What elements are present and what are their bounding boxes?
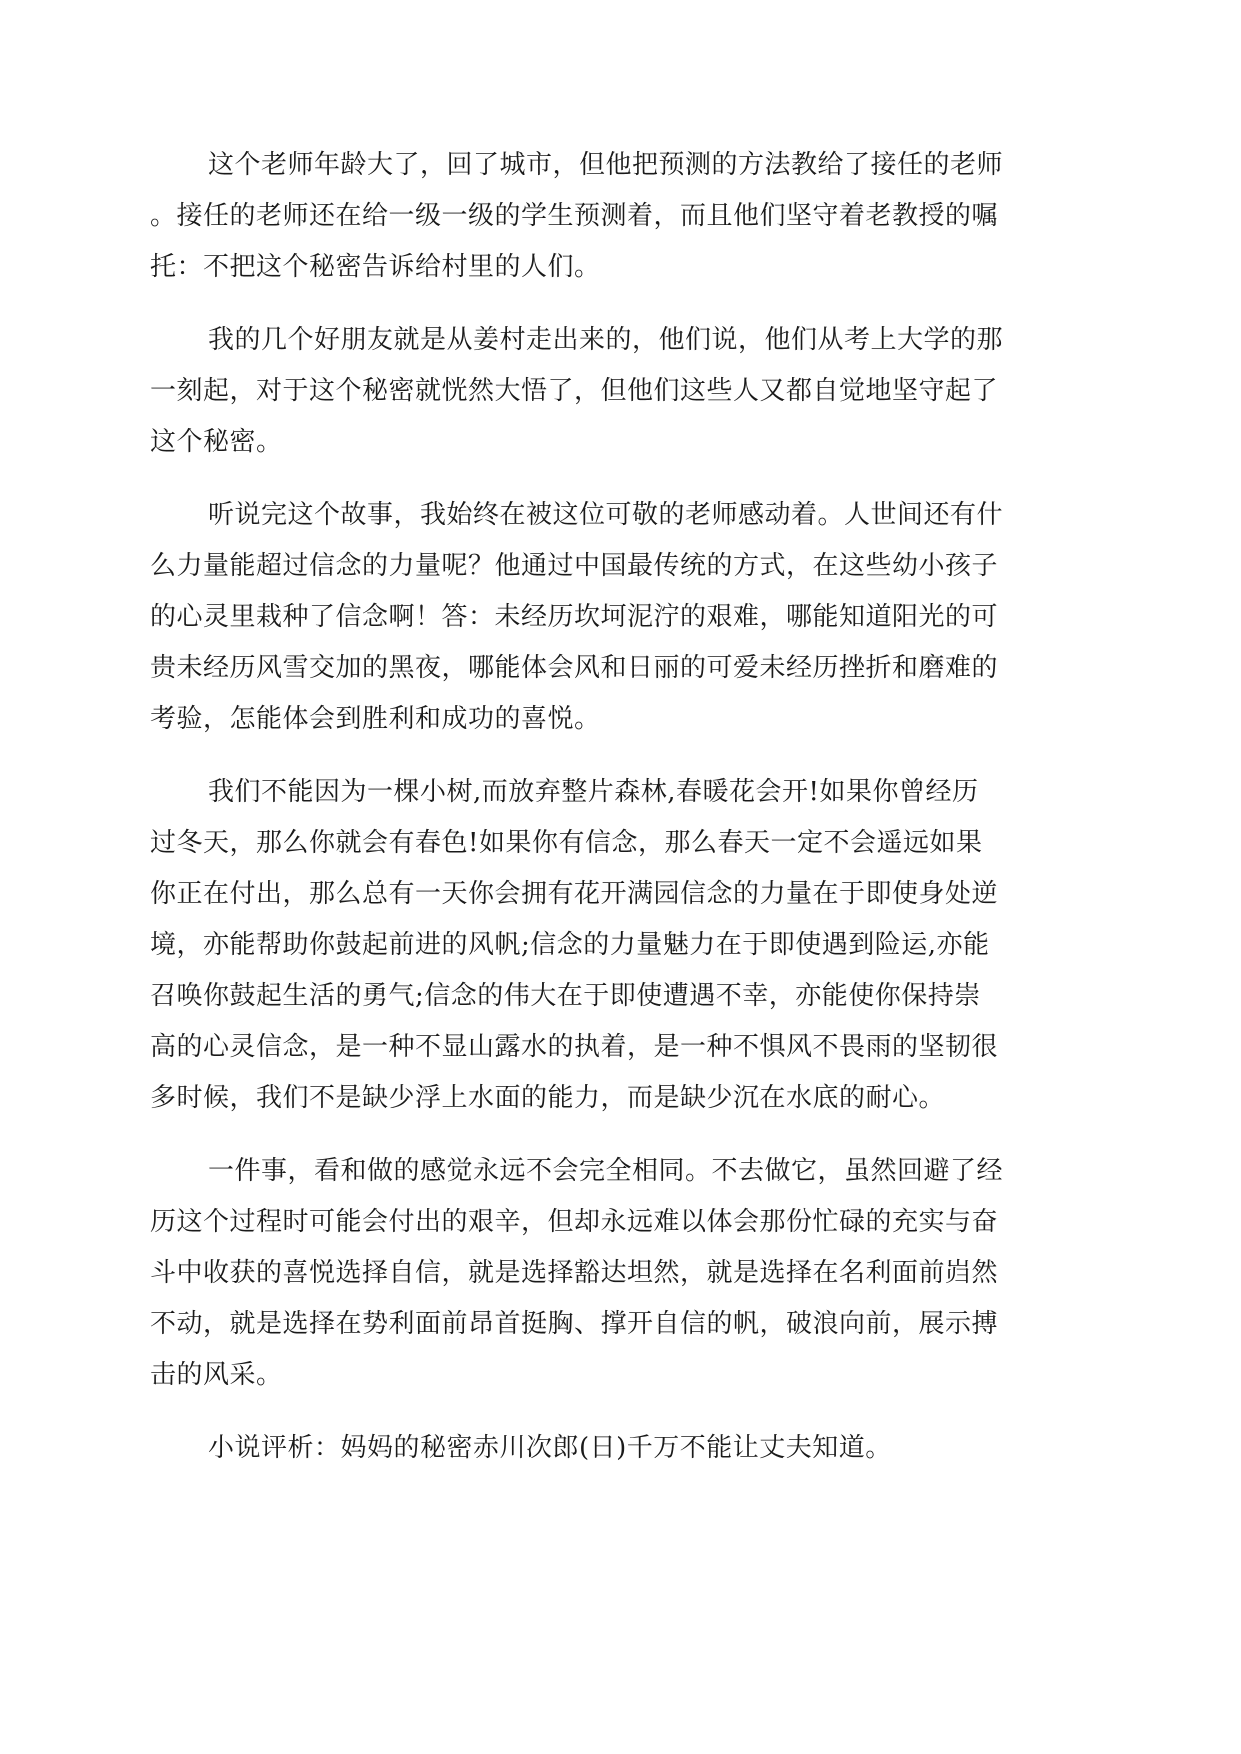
paragraph-line: 斗中收获的喜悦选择自信，就是选择豁达坦然，就是选择在名利面前岿然 bbox=[150, 1258, 999, 1288]
paragraph-6 bbox=[150, 1423, 1090, 1474]
paragraph-line: 击的风采。 bbox=[150, 1360, 283, 1390]
paragraph-line: 不动，就是选择在势利面前昂首挺胸、撑开自信的帆，破浪向前，展示搏 bbox=[150, 1309, 999, 1339]
paragraph-line: 多时候，我们不是缺少浮上水面的能力，而是缺少沉在水底的耐心。 bbox=[150, 1083, 946, 1113]
paragraph-line: 贵未经历风雪交加的黑夜，哪能体会风和日丽的可爱未经历挫折和磨难的 bbox=[150, 653, 999, 683]
paragraph-line: 历这个过程时可能会付出的艰辛，但却永远难以体会那份忙碌的充实与奋 bbox=[150, 1207, 999, 1237]
paragraph-line: 听说完这个故事，我始终在被这位可敬的老师感动着。人世间还有什 bbox=[208, 500, 1004, 530]
paragraph-line: 考验，怎能体会到胜利和成功的喜悦。 bbox=[150, 704, 601, 734]
paragraph-line: 你正在付出，那么总有一天你会拥有花开满园信念的力量在于即使身处逆 bbox=[150, 879, 999, 909]
document-body bbox=[150, 140, 1090, 1496]
paragraph-line: 这个秘密。 bbox=[150, 427, 283, 457]
paragraph-line: 境，亦能帮助你鼓起前进的风帆;信念的力量魅力在于即使遇到险运,亦能 bbox=[150, 930, 990, 960]
paragraph-line: 高的心灵信念，是一种不显山露水的执着，是一种不惧风不畏雨的坚韧很 bbox=[150, 1032, 999, 1062]
paragraph-line: 我的几个好朋友就是从姜村走出来的，他们说，他们从考上大学的那 bbox=[208, 325, 1004, 355]
paragraph-line: 召唤你鼓起生活的勇气;信念的伟大在于即使遭遇不幸，亦能使你保持崇 bbox=[150, 981, 981, 1011]
paragraph-line: 么力量能超过信念的力量呢？他通过中国最传统的方式，在这些幼小孩子 bbox=[150, 551, 999, 581]
paragraph-line: 的心灵里栽种了信念啊！答：未经历坎坷泥泞的艰难，哪能知道阳光的可 bbox=[150, 602, 999, 632]
paragraph-line: 。接任的老师还在给一级一级的学生预测着，而且他们坚守着老教授的嘱 bbox=[150, 201, 999, 231]
paragraph-line: 一件事，看和做的感觉永远不会完全相同。不去做它，虽然回避了经 bbox=[208, 1156, 1004, 1186]
paragraph-2 bbox=[150, 315, 1090, 468]
paragraph-line: 一刻起，对于这个秘密就恍然大悟了，但他们这些人又都自觉地坚守起了 bbox=[150, 376, 999, 406]
paragraph-line: 过冬天，那么你就会有春色!如果你有信念，那么春天一定不会遥远如果 bbox=[150, 828, 983, 858]
paragraph-line: 我们不能因为一棵小树,而放弃整片森林,春暖花会开!如果你曾经历 bbox=[208, 777, 979, 807]
paragraph-5 bbox=[150, 1146, 1090, 1401]
paragraph-line: 托：不把这个秘密告诉给村里的人们。 bbox=[150, 252, 601, 282]
paragraph-line: 小说评析：妈妈的秘密赤川次郎(日)千万不能让丈夫知道。 bbox=[208, 1433, 892, 1463]
paragraph-1 bbox=[150, 140, 1090, 293]
paragraph-line: 这个老师年龄大了，回了城市，但他把预测的方法教给了接任的老师 bbox=[208, 150, 1004, 180]
paragraph-3 bbox=[150, 490, 1090, 745]
paragraph-4 bbox=[150, 767, 1090, 1124]
